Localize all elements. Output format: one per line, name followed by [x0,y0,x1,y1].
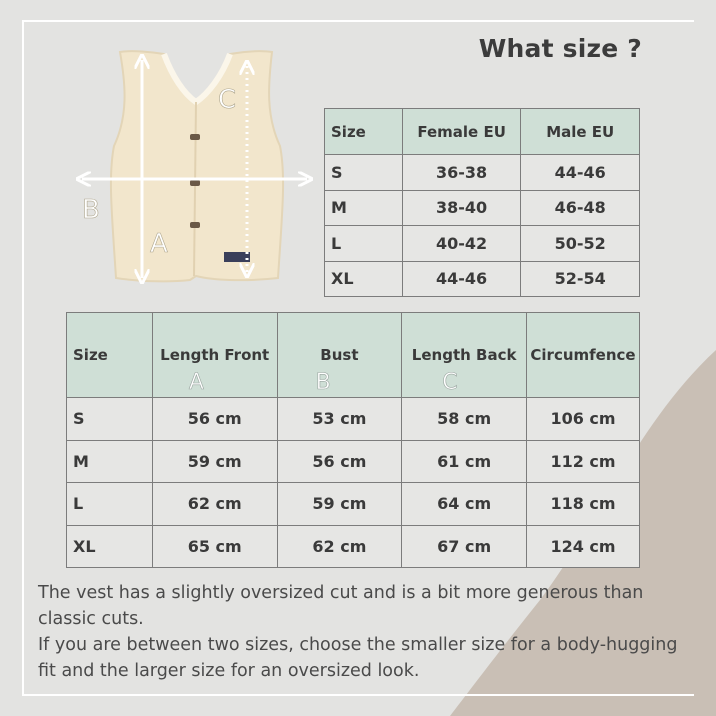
header-cell [527,313,640,398]
female-eu-cell: 36-38 [402,155,521,191]
header-letter: B [315,370,331,395]
female-eu-cell: 44-46 [402,261,521,297]
table-row [67,440,640,483]
vest-diagram [72,46,322,290]
fit-note [38,580,688,684]
header-label: Circumfence [530,346,636,364]
table-row [325,261,640,297]
page-title: What size ? [478,34,642,63]
length-back-cell: 61 cm [402,440,527,483]
circumference-cell: 118 cm [527,483,640,526]
length-front-cell: 62 cm [152,483,277,526]
label-b: B [82,195,100,225]
size-cell: L [67,483,153,526]
toggle-button-icon [190,134,200,140]
table-header-row [325,109,640,155]
length-back-cell: 64 cm [402,483,527,526]
female-eu-cell: 38-40 [402,190,521,226]
header-cell [67,313,153,398]
eu-size-table [324,108,640,297]
table-row [325,190,640,226]
table-row [67,525,640,568]
table-row [325,226,640,262]
size-cell: M [325,190,403,226]
header-letter: A [188,370,204,395]
bust-cell: 62 cm [277,525,402,568]
header-label: Bust [320,346,359,364]
circumference-cell: 106 cm [527,398,640,441]
header-letter: C [442,370,458,395]
header-cell [277,313,402,398]
toggle-button-icon [190,180,200,186]
male-eu-cell: 46-48 [521,190,640,226]
measurement-table [66,312,640,568]
table-header-row [67,313,640,398]
note-paragraph: If you are between two sizes, choose the smaller size for a body-hugging fit and the larger size for an oversized look. [38,635,678,681]
length-front-cell: 59 cm [152,440,277,483]
circumference-cell: 124 cm [527,525,640,568]
length-back-cell: 58 cm [402,398,527,441]
table-row [67,398,640,441]
header-cell: Male EU [521,109,640,155]
size-cell: M [67,440,153,483]
note-paragraph: The vest has a slightly oversized cut and is a bit more generous than classic cuts. [38,583,644,629]
circumference-cell: 112 cm [527,440,640,483]
size-cell: S [67,398,153,441]
header-cell: Size [325,109,403,155]
size-cell: L [325,226,403,262]
bust-cell: 53 cm [277,398,402,441]
header-cell [152,313,277,398]
female-eu-cell: 40-42 [402,226,521,262]
bust-cell: 59 cm [277,483,402,526]
vest-body [111,51,283,281]
size-cell: S [325,155,403,191]
header-cell: Female EU [402,109,521,155]
table-row [325,155,640,191]
table-row [67,483,640,526]
length-back-cell: 67 cm [402,525,527,568]
header-label: Size [73,346,108,364]
bust-cell: 56 cm [277,440,402,483]
size-cell: XL [67,525,153,568]
male-eu-cell: 52-54 [521,261,640,297]
male-eu-cell: 50-52 [521,226,640,262]
length-front-cell: 65 cm [152,525,277,568]
header-label: Length Back [411,346,517,364]
header-cell [402,313,527,398]
header-label: Length Front [160,346,270,364]
size-cell: XL [325,261,403,297]
length-front-cell: 56 cm [152,398,277,441]
toggle-button-icon [190,222,200,228]
male-eu-cell: 44-46 [521,155,640,191]
label-c: C [218,85,237,115]
label-a: A [150,229,168,259]
